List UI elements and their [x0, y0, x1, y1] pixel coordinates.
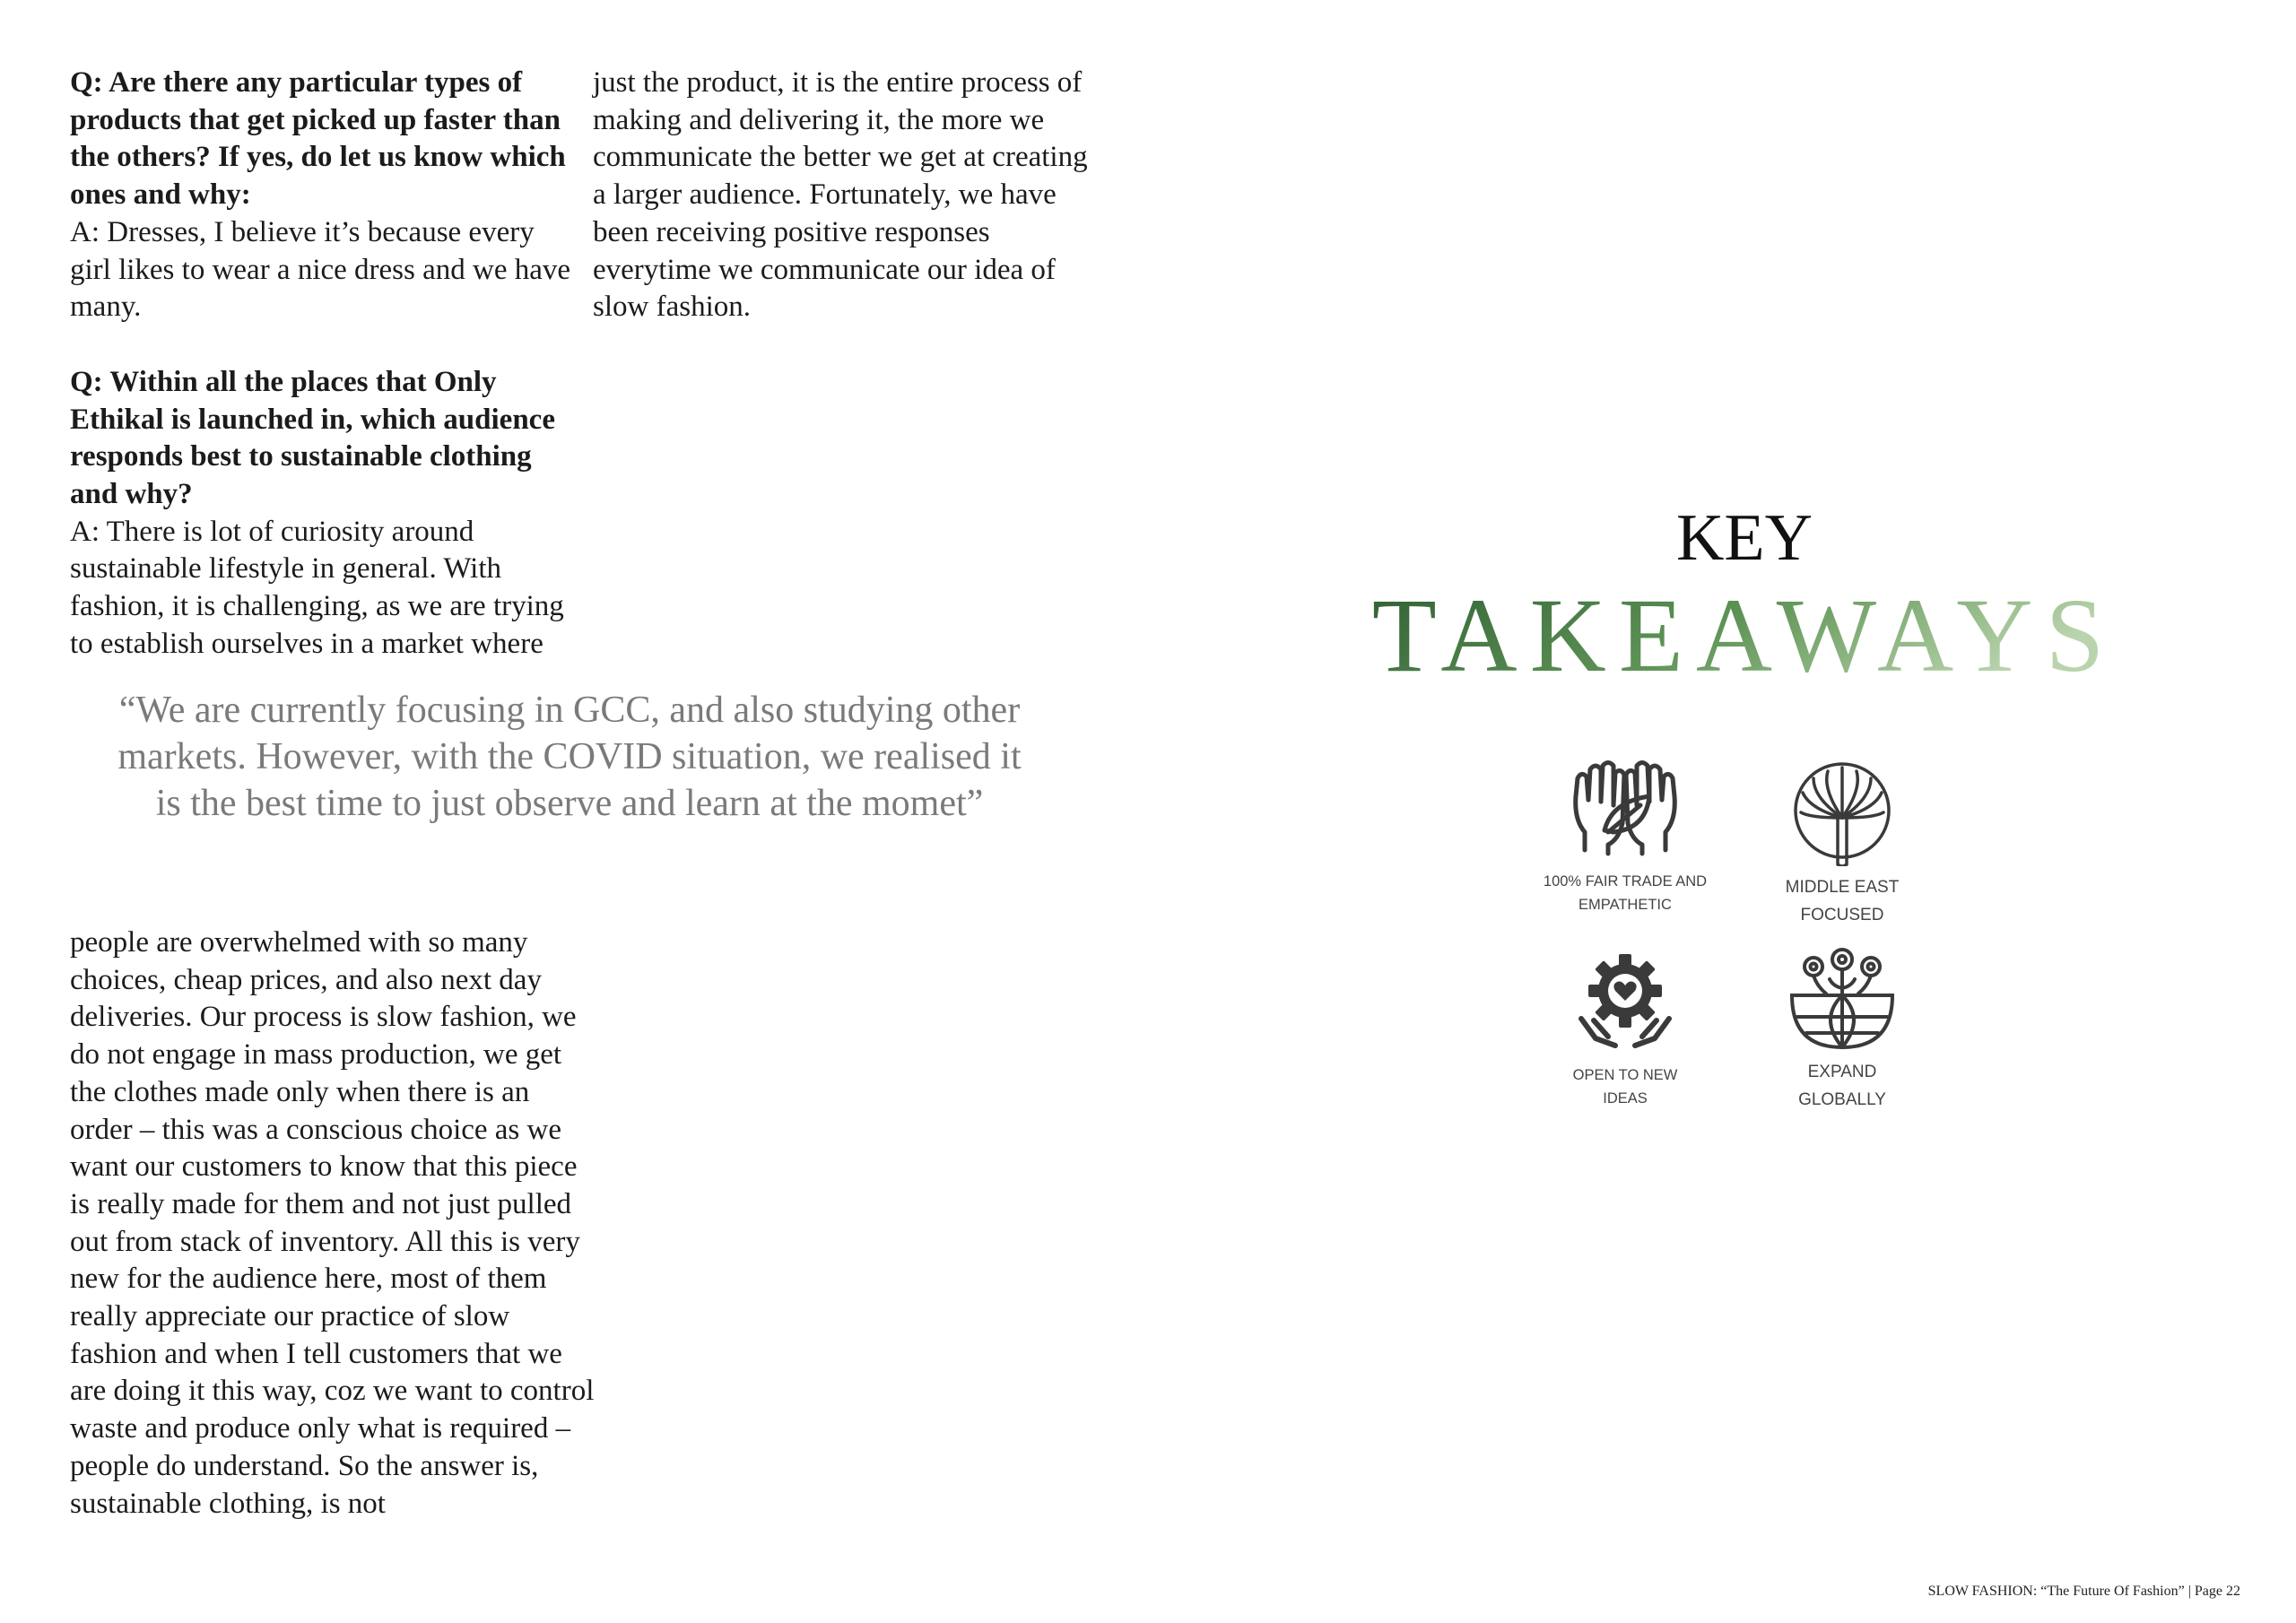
takeaways-heading	[1363, 565, 2126, 690]
takeaway-fair-trade	[1509, 760, 1742, 916]
globe-flowers-icon	[1787, 947, 1898, 1051]
question-2: Q: Within all the places that Only Ethikal is launched in, which audience responds best to sustainable clothing and why?	[70, 365, 555, 511]
answer-2: A: There is lot of curiosity around sustainable lifestyle in general. With fashion, it is challenging, as we are trying to establish ourselves in a market where	[70, 515, 564, 660]
interview-column-right	[593, 65, 1104, 326]
takeaway-open-ideas	[1509, 952, 1742, 1110]
open-ideas-label: OPEN TO NEW IDEAS	[1572, 1067, 1678, 1107]
question-1: Q: Are there any particular types of products that get picked up faster than the others? If yes, do let us know which ones and why:	[70, 66, 566, 212]
takeaway-middle-east	[1726, 762, 1959, 929]
expand-globally-label: EXPAND GLOBALLY	[1798, 1063, 1886, 1109]
fair-trade-label: 100% FAIR TRADE AND EMPATHETIC	[1543, 873, 1708, 913]
hands-leaf-icon	[1567, 760, 1683, 857]
pull-quote: “We are currently focusing in GCC, and also studying other markets. However, with the COVID situation, we realised it is the best time to just observe and learn at the momet”	[117, 690, 1022, 824]
palm-island-icon	[1790, 762, 1894, 866]
key-heading: KEY	[1675, 501, 1813, 575]
interview-column-left	[70, 65, 572, 664]
page-footer: SLOW FASHION: “The Future Of Fashion” | Page 22	[1927, 1584, 2240, 1599]
middle-east-label: MIDDLE EAST FOCUSED	[1785, 878, 1900, 924]
answer-continued-end: just the product, it is the entire process of making and delivering it, the more we communicate the better we get at creating a larger audience. Fortunately, we have been receiving positive responses everytime we communicate our idea of slow fashion.	[593, 66, 1088, 324]
takeaway-expand-globally	[1726, 947, 1959, 1114]
answer-2-continued: people are overwhelmed with so many choices, cheap prices, and also next day deliveries. Our process is slow fashion, we do not engage in mass production, we get the clothes made only when there is an order – this was a conscious choice as we want our customers to know that this piece is really made for them and not just pulled out from stack of inventory. All this is very new for the audience here, most of them really appreciate our practice of slow fashion and when I tell customers that we are doing it this way, coz we want to control waste and produce only what is required – people do understand. So the answer is, sustainable clothing, is not	[70, 926, 595, 1520]
answer-1: A: Dresses, I believe it’s because every girl likes to wear a nice dress and we have many.	[70, 215, 571, 324]
interview-column-continued	[70, 924, 599, 1523]
takeaways-text: TAKEAWAYS	[1371, 577, 2118, 690]
hands-gear-heart-icon	[1576, 952, 1674, 1051]
